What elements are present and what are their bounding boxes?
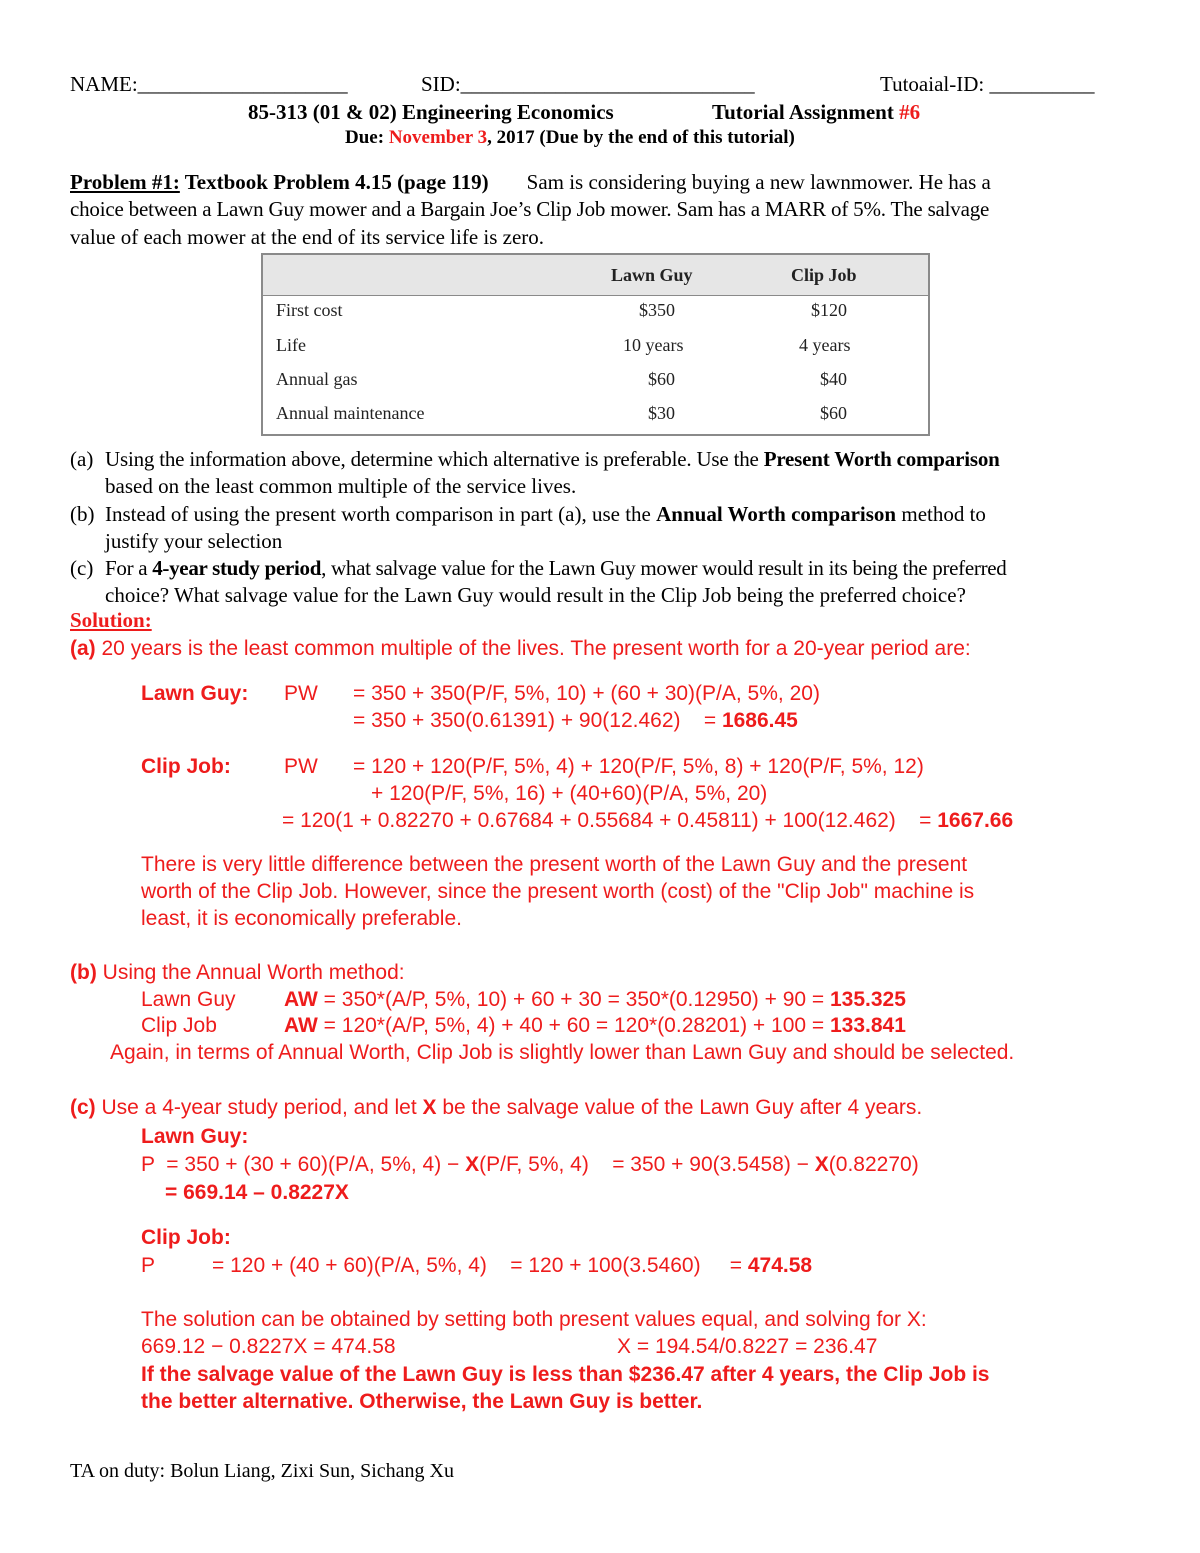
question-b-line-1 (105, 500, 986, 528)
lawn-guy-eq-2-text: = 350 + 350(0.61391) + 90(12.462) = (353, 709, 722, 732)
tutorial-id-field-label: Tutoaial-ID: __________ (880, 72, 1095, 96)
solution-b-label: (b) (70, 961, 97, 984)
solution-a-conclusion-2: worth of the Clip Job. However, since the present worth (cost) of the "Clip Job" machine is (141, 880, 975, 903)
solution-heading: Solution: (70, 608, 152, 632)
cell-lawn-life: 10 years (623, 335, 684, 355)
solution-c-lawn-eq-1 (141, 1153, 919, 1177)
clip-job-label: Clip Job: (141, 755, 231, 778)
question-c-post: , what salvage value for the Lawn Guy mower would result in its being the preferred (321, 556, 1007, 580)
solution-b-clip-name: Clip Job (141, 1014, 217, 1037)
cell-clip-annual-gas: $40 (820, 369, 847, 389)
solution-c-clip-eq-text: = 120 + (40 + 60)(P/A, 5%, 4) = 120 + 100(3.5460) = (212, 1254, 748, 1277)
solution-b-conclusion: Again, in terms of Annual Worth, Clip Job is slightly lower than Lawn Guy and should be selected. (110, 1041, 1015, 1064)
solution-c-lawn-label: Lawn Guy: (141, 1125, 249, 1148)
row-label-first-cost: First cost (276, 300, 343, 320)
question-b-label: (b) (70, 502, 95, 526)
ta-on-duty: TA on duty: Bolun Liang, Zixi Sun, Sichang Xu (70, 1460, 454, 1482)
solution-c-lawn-x-2: X (814, 1153, 829, 1176)
solution-a-conclusion-3: least, it is economically preferable. (141, 907, 462, 930)
question-b-text: Instead of using the present worth comparison in part (a), use the (105, 502, 657, 526)
clip-job-eq-3-text: = 120(1 + 0.82270 + 0.67684 + 0.55684 + 0.45811) + 100(12.462) = (282, 809, 938, 832)
clip-job-eq-1: = 120 + 120(P/F, 5%, 4) + 120(P/F, 5%, 8) + 120(P/F, 5%, 12) (353, 755, 924, 778)
row-label-annual-maintenance: Annual maintenance (276, 403, 425, 423)
solution-c-intro (70, 1096, 922, 1120)
question-a-bold: Present Worth comparison (763, 447, 1000, 471)
solution-c-equation-left: 669.12 − 0.8227X = 474.58 (141, 1335, 396, 1358)
solution-a-conclusion-1: There is very little difference between the present worth of the Lawn Guy and the present (141, 853, 968, 876)
solution-c-lawn-x-1: X (465, 1153, 480, 1176)
question-b-bold: Annual Worth comparison (656, 502, 897, 526)
solution-a-label: (a) (70, 637, 96, 660)
clip-job-pw-result: 1667.66 (937, 809, 1014, 832)
question-a-text: Using the information above, determine which alternative is preferable. Use the (105, 447, 764, 471)
solution-c-x: X (422, 1096, 437, 1119)
solution-a-intro (70, 637, 971, 661)
cell-clip-annual-maintenance: $60 (820, 403, 847, 423)
problem-source: Textbook Problem 4.15 (page 119) (179, 170, 489, 194)
lawn-guy-pw: PW (284, 682, 318, 705)
question-c-label: (c) (70, 556, 94, 580)
cell-clip-first-cost: $120 (811, 300, 847, 320)
cell-clip-life: 4 years (799, 335, 851, 355)
question-c-line-1 (105, 554, 1007, 582)
solution-c-clip-eq (212, 1254, 812, 1278)
lawn-guy-eq-2 (353, 709, 798, 733)
problem-heading: Problem #1: (70, 170, 180, 194)
problem-text-1: Sam is considering buying a new lawnmower. He has a (526, 170, 991, 194)
clip-job-pw: PW (284, 755, 318, 778)
row-label-life: Life (276, 335, 306, 355)
solution-b-intro (70, 961, 405, 985)
solution-b-clip-eq-text: = 120*(A/P, 5%, 4) + 40 + 60 = 120*(0.28201) + 100 = (317, 1014, 830, 1037)
question-c-text: For a (105, 556, 153, 580)
solution-c-text-2: be the salvage value of the Lawn Guy after 4 years. (436, 1096, 923, 1119)
cell-lawn-annual-gas: $60 (648, 369, 675, 389)
question-c-line-2: choice? What salvage value for the Lawn Guy would result in the Clip Job being the preferred choice? (105, 583, 966, 607)
due-prefix: Due: (345, 127, 389, 148)
solution-c-lawn-eq-1c: (P/F, 5%, 4) = 350 + 90(3.5458) − (479, 1153, 815, 1176)
solution-b-text: Using the Annual Worth method: (96, 961, 405, 984)
question-a-line-2: based on the least common multiple of the service lives. (105, 474, 577, 498)
course-title: 85-313 (01 & 02) Engineering Economics (248, 100, 614, 124)
cell-lawn-annual-maintenance: $30 (648, 403, 675, 423)
solution-c-clip-label: Clip Job: (141, 1226, 231, 1249)
solution-c-clip-result: 474.58 (747, 1254, 813, 1277)
solution-c-text-1: Use a 4-year study period, and let (95, 1096, 423, 1119)
solution-b-clip-eq (284, 1014, 906, 1038)
due-line (345, 127, 795, 149)
assignment-title (712, 100, 920, 125)
cell-lawn-first-cost: $350 (639, 300, 675, 320)
solution-b-lawn-eq-text: = 350*(A/P, 5%, 10) + 60 + 30 = 350*(0.12950) + 90 = (317, 988, 830, 1011)
solution-b-clip-aw: AW (284, 1014, 318, 1037)
solution-c-conclusion-1: The solution can be obtained by setting both present values equal, and solving for X: (141, 1308, 927, 1331)
solution-c-final-1: If the salvage value of the Lawn Guy is less than $236.47 after 4 years, the Clip Job is (141, 1363, 990, 1386)
due-suffix: , 2017 (Due by the end of this tutorial) (487, 127, 795, 148)
solution-c-lawn-eq-2: = 669.14 – 0.8227X (165, 1181, 349, 1204)
solution-b-clip-result: 133.841 (830, 1014, 906, 1037)
problem-line-1 (70, 168, 991, 196)
name-field-label: NAME:____________________ (70, 72, 348, 96)
lawn-guy-eq-1: = 350 + 350(P/F, 5%, 10) + (60 + 30)(P/A, 5%, 20) (353, 682, 820, 705)
assignment-prefix: Tutorial Assignment (712, 100, 900, 124)
solution-c-clip-p: P (141, 1254, 156, 1277)
solution-a-text: 20 years is the least common multiple of the lives. The present worth for a 20-year period are: (95, 637, 971, 660)
column-header-lawn-guy: Lawn Guy (611, 265, 693, 285)
question-a-line-1 (105, 445, 1000, 473)
solution-b-lawn-aw: AW (284, 988, 318, 1011)
row-label-annual-gas: Annual gas (276, 369, 358, 389)
question-c-bold: 4-year study period (152, 556, 322, 580)
lawn-guy-label: Lawn Guy: (141, 682, 249, 705)
solution-c-final-2: the better alternative. Otherwise, the Lawn Guy is better. (141, 1390, 703, 1413)
solution-b-lawn-eq (284, 988, 906, 1012)
solution-c-equation-right: X = 194.54/0.8227 = 236.47 (617, 1335, 878, 1358)
solution-c-lawn-eq-1e: (0.82270) (828, 1153, 919, 1176)
question-b-line-2: justify your selection (105, 529, 283, 553)
mower-comparison-table (261, 253, 930, 436)
solution-b-lawn-name: Lawn Guy (141, 988, 236, 1011)
clip-job-eq-2: + 120(P/F, 5%, 16) + (40+60)(P/A, 5%, 20) (371, 782, 768, 805)
column-header-clip-job: Clip Job (791, 265, 857, 285)
lawn-guy-pw-result: 1686.45 (721, 709, 798, 732)
question-a-label: (a) (70, 447, 94, 471)
problem-line-3: value of each mower at the end of its service life is zero. (70, 225, 545, 249)
problem-line-2: choice between a Lawn Guy mower and a Bargain Joe’s Clip Job mower. Sam has a MARR of 5%. The salvage (70, 197, 990, 221)
solution-b-lawn-result: 135.325 (830, 988, 906, 1011)
due-date: November 3 (388, 127, 488, 148)
sid-field-label: SID:____________________________ (421, 72, 755, 96)
solution-c-label: (c) (70, 1096, 96, 1119)
assignment-number: #6 (899, 100, 921, 124)
question-b-post: method to (896, 502, 986, 526)
clip-job-eq-3 (282, 809, 1013, 833)
solution-c-lawn-eq-1a: P = 350 + (30 + 60)(P/A, 5%, 4) − (141, 1153, 466, 1176)
